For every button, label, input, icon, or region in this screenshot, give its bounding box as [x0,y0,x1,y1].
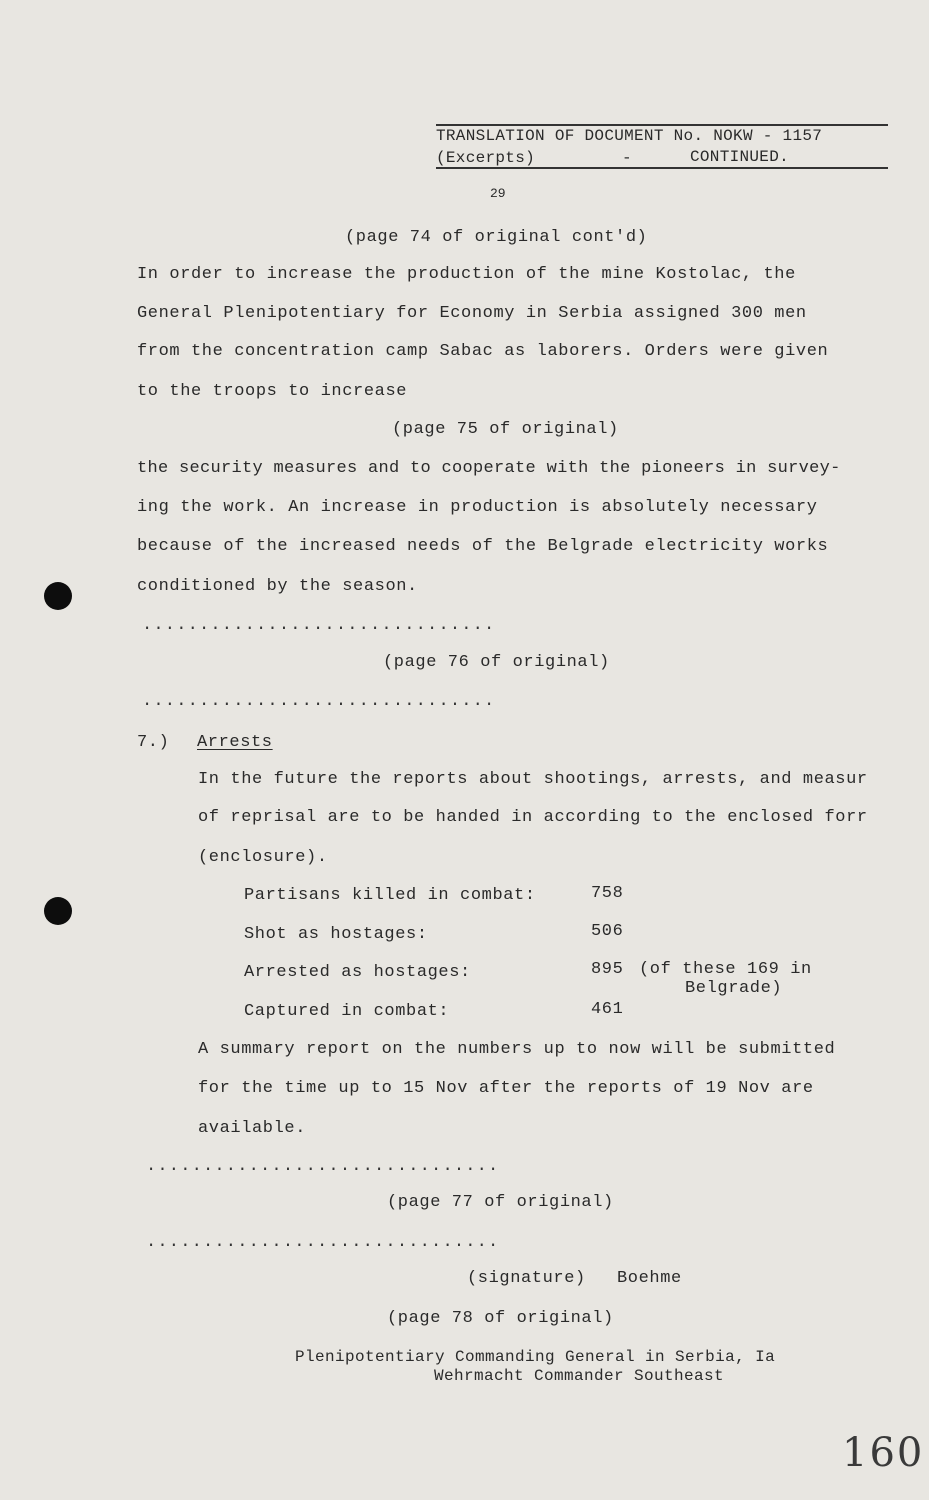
stat-note-continued: Belgrade) [685,979,783,998]
item-title: Arrests [197,733,273,752]
para4-line2: for the time up to 15 Nov after the reports of 19 Nov are [198,1079,814,1098]
ellipsis-separator-4: ............................... [146,1233,500,1252]
page-ref-77: (page 77 of original) [387,1193,614,1212]
stat-label: Partisans killed in combat: [244,886,536,905]
handwritten-folio-number: 160 [842,1430,925,1476]
page-ref-78: (page 78 of original) [387,1309,614,1328]
stat-label: Arrested as hostages: [244,963,471,982]
ellipsis-separator-3: ............................... [146,1157,500,1176]
closing-line-2: Wehrmacht Commander Southeast [434,1367,725,1385]
para2-line3: because of the increased needs of the Belgrade electricity works [137,537,829,556]
para4-line1: A summary report on the numbers up to now will be submitted [198,1040,836,1059]
para4-line3: available. [198,1119,307,1138]
page-ref-75: (page 75 of original) [392,420,619,439]
ellipsis-separator-1: ............................... [142,616,496,635]
para2-line1: the security measures and to cooperate with the pioneers in survey- [137,459,841,478]
punch-hole-bottom [44,897,72,925]
stat-value: 461 [591,1000,624,1019]
page-ref-76: (page 76 of original) [383,653,610,672]
para2-line2: ing the work. An increase in production is absolutely necessary [137,498,818,517]
header-rule-top [436,124,888,126]
para1-line2: General Plenipotentiary for Economy in Serbia assigned 300 men [137,304,807,323]
header-dash: - [622,149,632,167]
para1-line1: In order to increase the production of the mine Kostolac, the [137,265,796,284]
page-ref-74: (page 74 of original cont'd) [345,228,648,247]
stat-value: 895 [591,960,624,979]
header-continued: CONTINUED. [690,148,790,166]
header-rule-bottom [436,167,888,169]
para1-line4: to the troops to increase [137,382,408,401]
para3-line3: (enclosure). [198,848,328,867]
ellipsis-separator-2: ............................... [142,692,496,711]
stat-value: 758 [591,884,624,903]
para1-line3: from the concentration camp Sabac as laborers. Orders were given [137,342,829,361]
stat-label: Shot as hostages: [244,925,428,944]
stat-label: Captured in combat: [244,1002,450,1021]
signature-name: Boehme [617,1269,682,1288]
item-number: 7.) [137,733,170,752]
header-excerpts: (Excerpts) [436,149,536,167]
stat-note: (of these 169 in [639,960,812,979]
header-title: TRANSLATION OF DOCUMENT No. NOKW - 1157 [436,127,823,145]
stat-value: 506 [591,922,624,941]
punch-hole-top [44,582,72,610]
page-number: 29 [490,186,506,201]
signature-label: (signature) [467,1269,586,1288]
para3-line1: In the future the reports about shootings, arrests, and measur [198,770,868,789]
para2-line4: conditioned by the season. [137,577,418,596]
closing-line-1: Plenipotentiary Commanding General in Serbia, Ia [295,1348,776,1366]
para3-line2: of reprisal are to be handed in according to the enclosed forr [198,808,868,827]
